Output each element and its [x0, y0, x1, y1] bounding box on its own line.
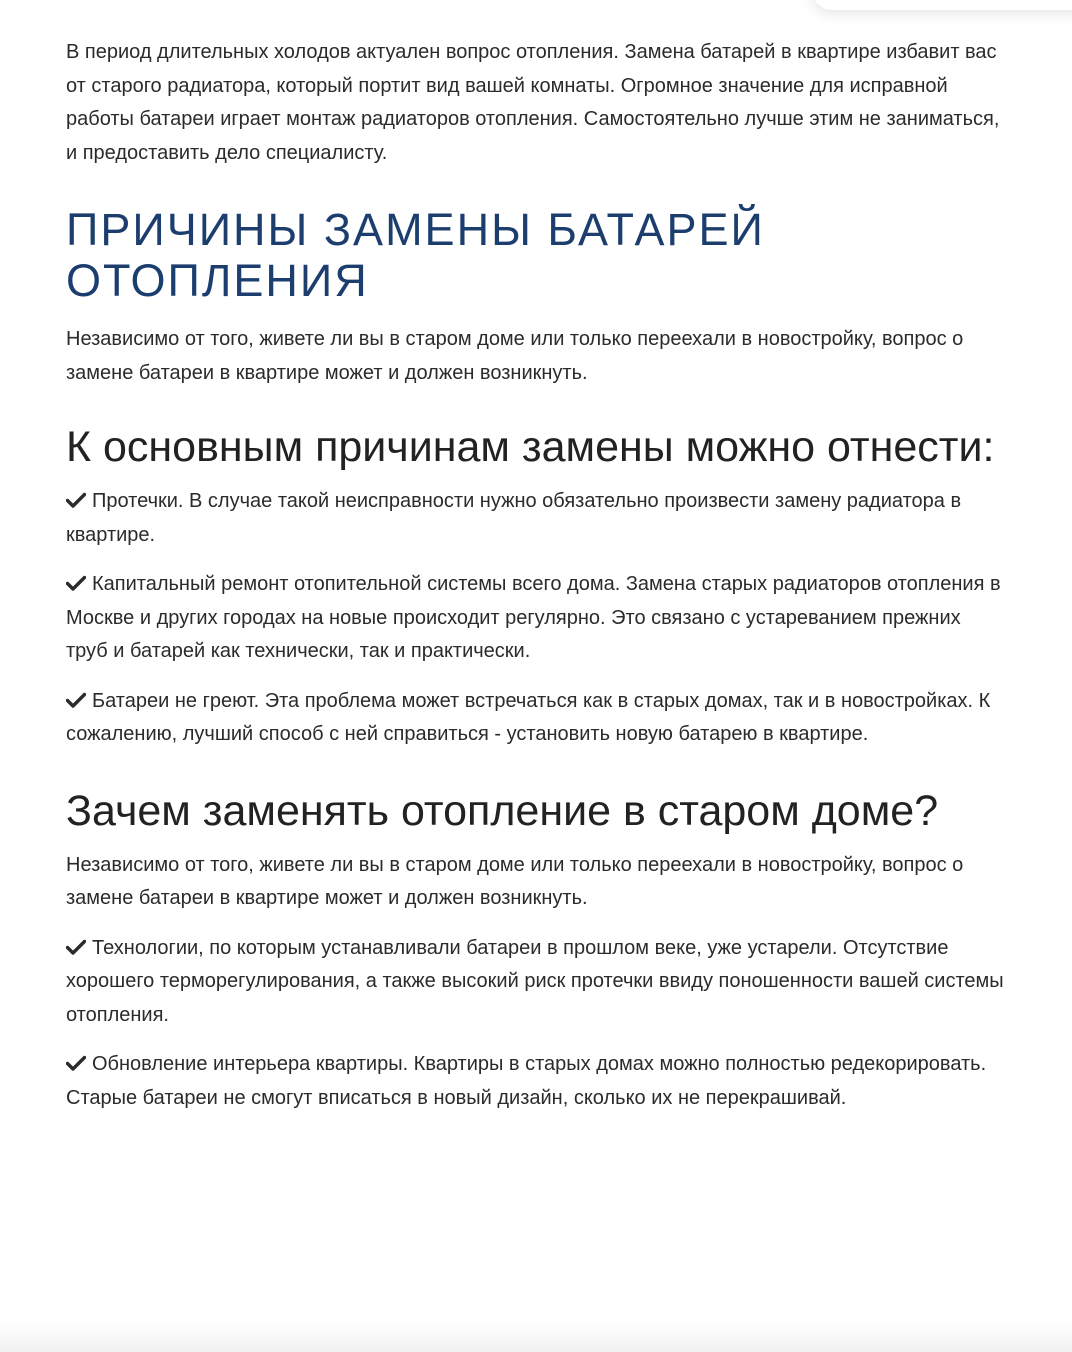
reasons-title: К основным причинам замены можно отнести: — [66, 423, 995, 471]
intro-paragraph: В период длительных холодов актуален вопрос отопления. Замена батарей в квартире избавит вас от старого радиатора, который портит вид вашей комнаты. Огромное значение для исправной работы батареи играет монтаж радиаторов отопления. Самостоятельно лучше этим не заниматься, и предоставить дело специалисту. — [66, 41, 1000, 164]
article-content — [66, 36, 1006, 1131]
corner-shadow — [812, 0, 1072, 10]
reason-text: Батареи не греют. Эта проблема может встречаться как в старых домах, так и в новостройках. К сожалению, лучший способ с ней справиться - установить новую батарею в квартире. — [66, 689, 991, 745]
old-house-lead-paragraph: Независимо от того, живете ли вы в старом доме или только переехали в новостройку, вопрос о замене батареи в квартире может и должен возникнуть. — [66, 853, 964, 909]
section-lead-paragraph: Независимо от того, живете ли вы в старом доме или только переехали в новостройку, вопрос о замене батареи в квартире может и должен возникнуть. — [66, 328, 964, 384]
section-title: ПРИЧИНЫ ЗАМЕНЫ БАТАРЕЙ ОТОПЛЕНИЯ — [66, 204, 765, 306]
check-icon — [66, 939, 86, 955]
check-icon — [66, 492, 86, 508]
check-icon — [66, 575, 86, 591]
reason-text: Протечки. В случае такой неисправности нужно обязательно произвести замену радиатора в квартире. — [66, 490, 962, 546]
old-house-reason-text: Обновление интерьера квартиры. Квартиры в старых домах можно полностью редекорировать. Старые батареи не смогут вписаться в новый дизайн, сколько их не перекрашивай. — [66, 1053, 987, 1109]
old-house-title: Зачем заменять отопление в старом доме? — [66, 786, 939, 835]
reason-item — [66, 485, 1006, 552]
reason-item — [66, 685, 1006, 752]
bottom-shadow — [0, 1322, 1072, 1352]
old-house-reason-text: Технологии, по которым устанавливали батареи в прошлом веке, уже устарели. Отсутствие хорошего терморегулирования, а также высокий риск протечки ввиду поношенности вашей системы отопления. — [66, 936, 1004, 1026]
old-house-reason-item — [66, 1048, 1006, 1115]
old-house-reason-item — [66, 932, 1006, 1033]
reason-item — [66, 568, 1006, 669]
check-icon — [66, 1055, 86, 1071]
check-icon — [66, 692, 86, 708]
reason-text: Капитальный ремонт отопительной системы всего дома. Замена старых радиаторов отопления в Москве и других городах на новые происходит регулярно. Это связано с устареванием прежних труб и батарей как технически, так и практически. — [66, 573, 1001, 662]
